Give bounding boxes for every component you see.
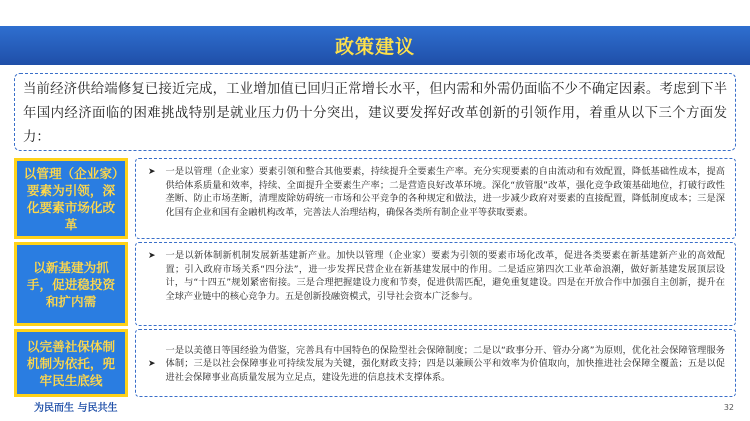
page-number: 32 bbox=[723, 403, 734, 412]
section-text: 一是以新体制新机制发展新基建新产业。加快以管理（企业家）要素为引领的要素市场化改革，促进各类要素在新基建新产业的高效配置；引入政府市场关系“四分法”，进一步发挥民营企业在新基建发展中的作用。二是适应第四次工业革命浪潮，做好新基建发展顶层设计，与“十四五”规划紧密衔接。三是合理把握建设力度和节奏，促进供需匹配，避免重复建设。四是在开放合作中加强自主创新，提升在全球产业链中的核心竞争力。五是创新投融资模式，引导社会资本广泛参与。 bbox=[165, 250, 725, 302]
footer-slogan: 为民而生 与民共生 bbox=[34, 403, 118, 414]
section-label-box bbox=[14, 329, 128, 397]
section-label-box bbox=[14, 242, 128, 326]
page-title: 政策建议 bbox=[334, 36, 415, 58]
section-label: 以管理（企业家）要素为引领，深化要素市场化改革 bbox=[23, 165, 119, 232]
section-body bbox=[135, 242, 736, 326]
title-banner bbox=[0, 26, 750, 65]
arrow-bullet-icon: ➤ bbox=[148, 359, 156, 369]
policy-section-new-infrastructure bbox=[14, 242, 736, 326]
section-label-box bbox=[14, 158, 128, 239]
section-body bbox=[135, 329, 736, 397]
intro-box bbox=[14, 73, 736, 151]
arrow-bullet-icon: ➤ bbox=[148, 167, 156, 177]
section-label: 以完善社保体制机制为依托，兜牢民生底线 bbox=[26, 338, 116, 388]
intro-text: 当前经济供给端修复已接近完成，工业增加值已回归正常增长水平，但内需和外需仍面临不少不确定因素。考虑到下半年国内经济面临的困难挑战特别是就业压力仍十分突出，建议要发挥好改革创新的引领作用，着重从以下三个方面发力： bbox=[23, 82, 727, 145]
section-text: 一是以美德日等国经验为借鉴，完善具有中国特色的保险型社会保障制度；二是以“政事分开、管办分离”为原则，优化社会保障管理服务体制；三是以社会保障事业可持续发展为关键，强化财政支持；四是以兼顾公平和效率为价值取向，加快推进社会保障全覆盖；五是以促进社会保障事业高质量发展为立足点，建设先进的信息技术支撑体系。 bbox=[165, 344, 725, 383]
section-label: 以新基建为抓手，促进稳投资和扩内需 bbox=[26, 259, 116, 309]
section-body bbox=[135, 158, 736, 239]
section-text: 一是以管理（企业家）要素引领和整合其他要素，持续提升全要素生产率。充分实现要素的自由流动和有效配置，降低基础性成本，提高供给体系质量和效率，持续、全面提升全要素生产率；二是营造良好改革环境。深化“放管服”改革，强化竞争政策基础地位，打破行政性垄断、防止市场垄断，清理废除妨碍统一市场和公平竞争的各种规定和做法，进一步减少政府对要素的直接配置，降低制度成本；三是深化国有企业和国有金融机构改革，完善法人治理结构，确保各类所有制企业平等获取要素。 bbox=[165, 166, 725, 218]
arrow-bullet-icon: ➤ bbox=[148, 251, 156, 261]
policy-section-social-security bbox=[14, 329, 736, 397]
policy-section-management bbox=[14, 158, 736, 239]
